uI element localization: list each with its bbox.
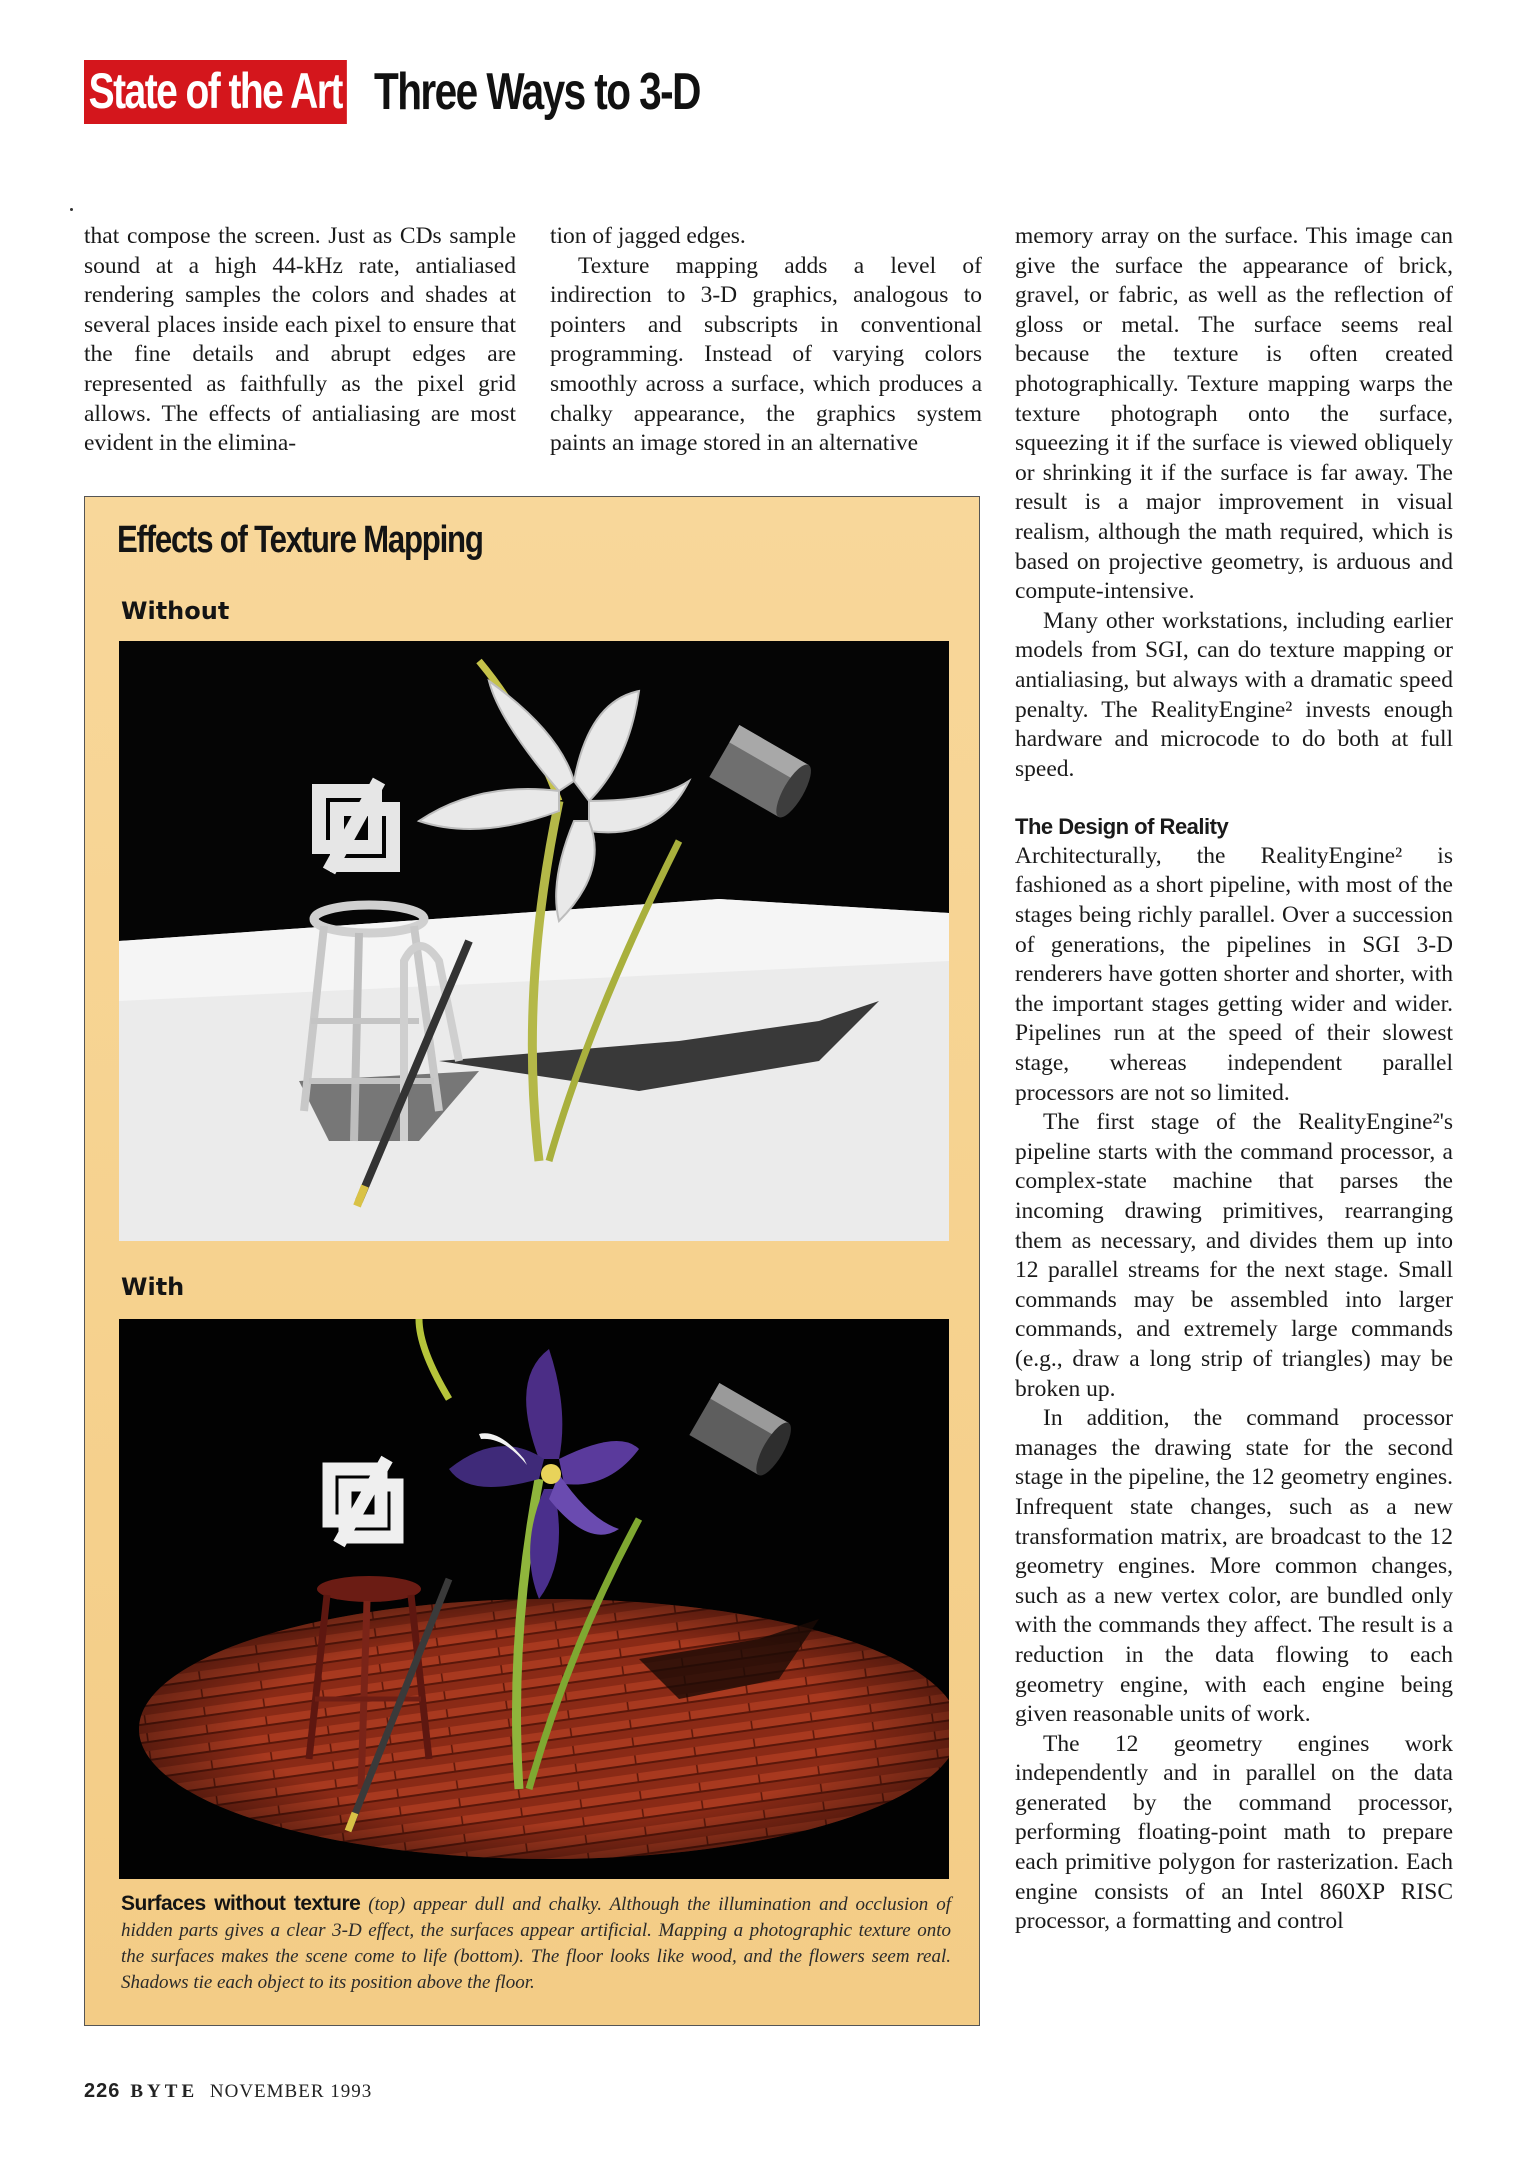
paragraph: The first stage of the RealityEngine²'s pipeline starts with the command processor, a complex-state machine that parses the incoming drawing primitives, rearranging them as necessary, and divides them up into 12 parallel streams for the next stage. Small commands may be assembled into larger commands, and extremely large commands (e.g., draw a long strip of triangles) may be broken up.	[1015, 1109, 1453, 1402]
texture-mapping-figure	[84, 496, 980, 2026]
issue-date: NOVEMBER 1993	[209, 2081, 373, 2102]
caption-lead: Surfaces without texture	[121, 1892, 361, 1915]
render-without-texture	[119, 641, 949, 1241]
paragraph: memory array on the surface. This image can give the surface the appearance of brick, gravel, or fabric, as well as the reflection of gloss or metal. The surface seems real because the texture is often created photographically. Texture mapping warps the texture photograph onto the surface, squeezing it if the surface is viewed obliquely or shrinking it if the surface is far away. The result is a major improvement in visual realism, although the math required, which is based on projective geometry, is arduous and compute-intensive.	[1015, 223, 1453, 605]
text-column-3	[1015, 222, 1453, 1937]
magazine-name: BYTE	[130, 2081, 199, 2102]
paragraph: tion of jagged edges.	[550, 223, 746, 249]
page-header	[84, 60, 700, 124]
page-title: Three Ways to 3-D	[374, 63, 700, 121]
figure-title: Effects of Texture Mapping	[117, 519, 483, 561]
paragraph: The 12 geometry engines work independently and in parallel on the data generated by the command processor, performing floating-point math to prepare each primitive polygon for rasterization. Each engine consists of an Intel 860XP RISC processor, a formatting and control	[1015, 1730, 1453, 1935]
text-column-2	[550, 222, 982, 459]
paragraph: Texture mapping adds a level of indirection to 3-D graphics, analogous to pointers and subscripts in conventional programming. Instead of varying colors smoothly across a surface, which produces a chalky appearance, the graphics system paints an image stored in an alternative	[550, 252, 982, 457]
render-with-texture	[119, 1319, 949, 1879]
paragraph: In addition, the command processor manages the drawing state for the second stage in the pipeline, the 12 geometry engines. Infrequent state changes, such as a new transformation matrix, are broadcast to the 12 geometry engines. More common changes, such as a new vertex color, are bundled only with the commands they affect. The result is a reduction in the data flowing to each geometry engine, with each engine being given reasonable units of work.	[1015, 1405, 1453, 1728]
stray-dot	[70, 208, 73, 211]
section-kicker: State of the Art	[84, 60, 346, 124]
paragraph: Many other workstations, including earlier models from SGI, can do texture mapping or antialiasing, but always with a dramatic speed penalty. The RealityEngine² invests enough hardware and microcode to do both at full speed.	[1015, 607, 1453, 782]
paragraph: that compose the screen. Just as CDs sample sound at a high 44-kHz rate, antialiased rendering samples the colors and shades at several places inside each pixel to ensure that the fine details and abrupt edges are represented as faithfully as the pixel grid allows. The effects of antialiasing are most evident in the elimina-	[84, 223, 516, 457]
page-number: 226	[84, 2080, 121, 2102]
paragraph: Architecturally, the RealityEngine² is fashioned as a short pipeline, with most of the stages being richly parallel. Over a succession of generations, the pipelines in SGI 3-D renderers have gotten shorter and shorter, with the important stages getting wider and wider. Pipelines run at the speed of their slowest stage, whereas independent parallel processors are not so limited.	[1015, 842, 1453, 1106]
text-column-1	[84, 222, 516, 459]
label-with: With	[121, 1273, 185, 1301]
caption-body: (top) appear dull and chalky. Although the illumination and occlusion of hidden parts gives a clear 3-D effect, the surfaces appear artificial. Mapping a photographic texture onto the surfaces makes the scene come to life (bottom). The floor looks like wood, and the flowers seem real. Shadows tie each object to its position above the floor.	[121, 1894, 951, 1993]
figure-caption	[121, 1891, 951, 1996]
label-without: Without	[121, 597, 230, 625]
page-footer	[84, 2080, 372, 2103]
section-subhead: The Design of Reality	[1015, 814, 1229, 840]
